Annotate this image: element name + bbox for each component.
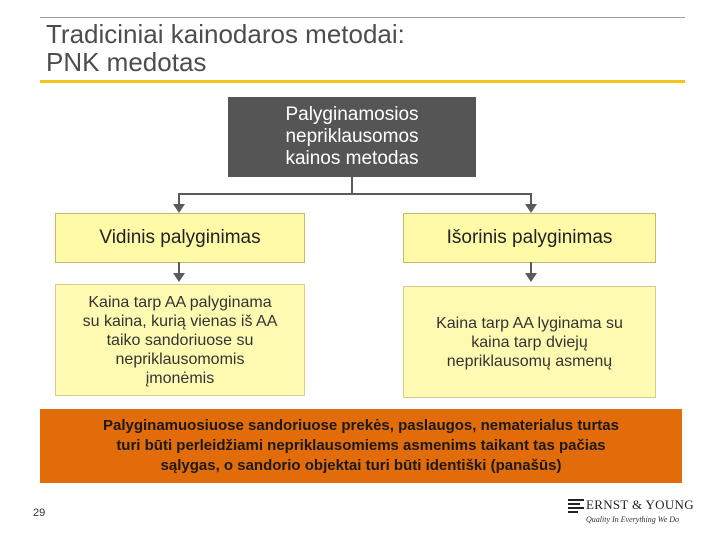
arrow-to-internal [173, 204, 185, 213]
root-method-box [228, 97, 476, 177]
note-box [40, 409, 682, 483]
logo-tagline: Quality In Everything We Do [586, 515, 680, 524]
internal-description-text: Kaina tarp AA palyginama su kaina, kurią vienas iš AA taiko sandoriuose su nepriklausomomis įmonėmis [82, 293, 278, 387]
external-description-box [403, 286, 656, 398]
arrow-to-external [525, 204, 537, 213]
page-number: 29 [33, 507, 46, 519]
connector-root-stem [351, 177, 353, 194]
logo-name: ERNST & YOUNG [586, 497, 694, 512]
note-text: Palyginamuosiuose sandoriuose prekės, paslaugos, nematerialus turtas turi būti perleidžiami nepriklausomiems asmenims taikant tas pačias sąlygas, o sandorio objektai turi būti identiški (panašūs) [102, 417, 619, 474]
logo-mark-icon [568, 499, 584, 513]
title-underline [40, 80, 685, 83]
external-description-text: Kaina tarp AA lyginama su kaina tarp dviejų nepriklausomų asmenų [436, 314, 623, 370]
internal-description-box [55, 284, 305, 396]
external-comparison-label: Išorinis palyginimas [446, 227, 613, 248]
arrow-to-internal-desc [173, 273, 185, 282]
internal-comparison-label: Vidinis palyginimas [99, 227, 261, 248]
slide-title [46, 20, 666, 76]
root-method-label: Palyginamosios nepriklausomos kainos metodas [285, 104, 419, 169]
slide-title-text: Tradiciniai kainodaros metodai: PNK medotas [46, 19, 405, 77]
internal-comparison-box [55, 213, 305, 263]
top-divider [40, 17, 685, 18]
arrow-to-external-desc [525, 273, 537, 282]
ernst-young-logo [568, 497, 693, 531]
external-comparison-box [403, 213, 656, 263]
connector-horizontal [178, 193, 532, 195]
